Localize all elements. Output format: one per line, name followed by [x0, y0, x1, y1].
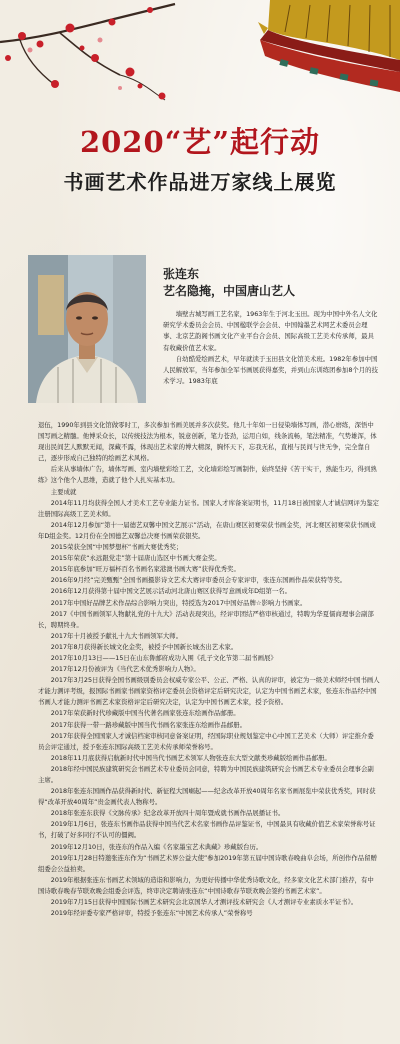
achievement-item: 2019年1月28日特邀张连东作为“书画艺术界公益大使”参加2019年第五届中国诗歌春晚曲阜会场，所创作作品留赠组委会公益拍卖。	[38, 853, 377, 873]
achievement-item: 2016年9月经“完美甄甄”全国书画摄影诗文艺术大赛评审委员会专家评审，张连东国画作品荣获特等奖。	[50, 576, 347, 585]
intro-paragraph: 自幼酷爱绘画艺术，早年就读于玉田县文化馆美术班。1982年参加中国人民解放军，当年参加全军书画展获得嘉奖，并到山东训练团参加8个月的技术学习。1983年底	[163, 354, 378, 386]
palace-roof-eaves-decoration	[250, 0, 400, 92]
achievement-item: 2017年十月被授予献礼十九大书画领军大师。	[50, 631, 183, 640]
achievement-item: 2019年12月10日，张连东的作品入编《名家墨宝艺术典藏》珍藏版台历。	[50, 842, 263, 851]
achievement-item: 2017年获得全国国家人才诚信档案审核同意备案证明，经国际职业规划鉴定中心中国工艺美术（大师）评定推介委员会评定通过，授予张连东国际高级工艺美术传承师荣誉称号。	[38, 731, 374, 751]
achievement-item: 2019年经评委专家严格评审，特授予张连东“中国艺术传承人”荣誉称号	[50, 909, 253, 918]
achievement-item: 2017年中国好品牌艺术作品综合影响力突出，特授选为2017中国好品牌☆影响力书画家。	[50, 598, 307, 607]
achievement-item: 2018年张连东国画作品获得新时代、新征程大国崛起——纪念改革开放40周年名家书画展览中荣获优秀奖，同时获得“改革开放40周年”贵金画代表人物称号。	[38, 787, 376, 807]
subheadline: 书画艺术作品进万家线上展览	[63, 170, 337, 194]
achievement-item: 2015年荣获“永远跟党走”第十届唐山选区中书画大赛金奖。	[50, 554, 221, 563]
achievement-item: 2017年12月份被评为《当代艺术优秀影响力人物》。	[50, 665, 200, 674]
achievement-item: 2017年荣获新时代珍藏版中国当代著名画家张连东绘画作品邮册。	[50, 709, 240, 718]
bio-paragraph: 后来从事墙体广告，墙体写画、室内墙壁彩绘工艺，文化墙彩绘写画制作，始终坚持《苦干实干，熟能生巧，得到熟练》这个他个人思维，造就了他个人扎实基本功。	[38, 465, 377, 485]
headline	[0, 120, 400, 161]
achievement-item: 2017年获得一带一路珍藏版中国当代书画名家张连东绘画作品邮册。	[50, 720, 246, 729]
headline-year: 2020	[79, 125, 165, 159]
artist-intro	[163, 309, 378, 387]
intro-paragraph: 墙壁古城写画工艺名家，1963年生于河北玉田。现为中国中外名人文化研究学术委员会会员、中国楹联学会会员、中国翰墨艺术网艺术委员会理事、北京艺韵阁书画文化产业平台合会员、国际高级工艺美术传承师，最具有收藏价值艺术家。	[163, 310, 378, 352]
portrait-image	[28, 255, 146, 403]
achievements-heading: 主要成就	[50, 487, 77, 496]
achievement-item: 2014年11月均获得全国人才美术工艺专业能力证书。国家人才库备案证明书，11月18日被国家人才诚信网评为鉴定注册国际高级工艺美术师。	[38, 498, 380, 518]
achievement-item: 2015荣获全国“中国梦想杯”书画大赛优秀奖；	[50, 543, 183, 552]
achievement-item: 2018年张连东获得《文脉传承》纪念改革开放四十周年暨成就书画作品展播证书。	[50, 809, 285, 818]
headline-quote-close: ”	[212, 125, 231, 159]
achievement-item: 2017《中国书画领军人物献礼党的十九大》活动表现突出，经评审团结严格审核通过，特聘为华夏儒商理事会副部长，聘期终身。	[38, 609, 374, 629]
headline-quote-open: “	[164, 125, 183, 159]
achievement-item: 2019年7月15日获得中国国际书画艺术研究会北京国华人才测评技术研究会《人才测评专业素质水平证书》。	[50, 898, 358, 907]
headline-rest: 起行动	[230, 125, 321, 159]
achievement-item: 2015年底参加“旺万福杯百名书画名家港澳书画大赛”获得优秀奖。	[50, 565, 240, 574]
artist-portrait	[28, 255, 146, 403]
achievement-item: 2014年12月参加“第十一届德艺双馨中国文艺展示”活动，在唐山赛区初赛荣获书画金奖，河北赛区初赛荣获书画成年D组金奖。12月份在全国德艺双馨总决赛书画荣获银奖。	[38, 520, 376, 540]
artist-name: 张连东	[163, 267, 200, 281]
achievement-item: 2019年根据张连东书画艺术领域的造诣和影响力，为更好传播中华优秀诗歌文化，经多家文化艺术部门推荐，有中国诗歌春晚春节联欢晚会组委会评选，终审决定聘请张连东“中国诗歌春节联欢晚会签约书画艺术家”。	[38, 875, 374, 895]
achievement-item: 2017年10月13日——15日在山东鲁邮府成功入围《孔子文化节第二届书画展》	[50, 653, 277, 662]
plum-blossom-decoration	[0, 0, 190, 110]
achievement-item: 2017年3月25日获得全国书画级别委员会权威专家公平、公正、严格、认真的评审，被定为一级美术师经中国书画人才能力测评考级，报国际书画家书画家资格评定委员会资格评定后研究决定，认定为中国书画艺术家，张连东作品经中国书画人才能力测评书画艺术家资格评定后研究决定，认定为中国书画艺术家，授予资格。	[38, 676, 380, 707]
achievement-item: 2018年经中国民族建筑研究会书画艺术专业委员会同意，特聘为中国民族建筑研究会书画艺术专业委员会理事会副主席。	[38, 764, 374, 784]
artist-alias: 艺名隐掩，中国唐山艺人	[163, 284, 296, 298]
achievement-item: 2017年8月获得新长城文化金奖，被授予中国新长城杰出艺术家。	[50, 642, 238, 651]
achievement-item: 2016年12月获得第十届中国文艺展示活动河北唐山赛区获得写意画成年D组第一名。	[50, 587, 292, 596]
bio-paragraph: 退伍，1990年到县文化馆做零时工，多次参加书画美展并多次获奖。他几十年如一日侵染墙体写画，潜心磨练，深悟中国写画之精髓。他博采众长，以传统技法为根本，锐意创新，笔力苍劲，运用自如，线条流畅，笔法精准，气势雄浑，体现出民间艺人默默无闻，深藏不露，体现出艺术家的博大精深，胸怀天下，忘我无私，直根与民间与世无争，完全靠自己，逐步形成自己独特的绘画艺术风格。	[38, 421, 377, 463]
achievement-item: 2019年1月6日，张连东书画作品获得中国当代艺术名家书画作品评鉴证书，中国最具有收藏价值艺术家荣誉称号证书，打破了好多同行不认可的僵阙。	[38, 820, 376, 840]
artist-biography	[38, 420, 380, 919]
headline-quote-word: 艺	[182, 125, 213, 159]
achievement-item: 2018年11月底获得启航新时代中国当代书画艺术领军人物张连东大型文献类珍藏版绘画作品邮册。	[50, 753, 331, 762]
